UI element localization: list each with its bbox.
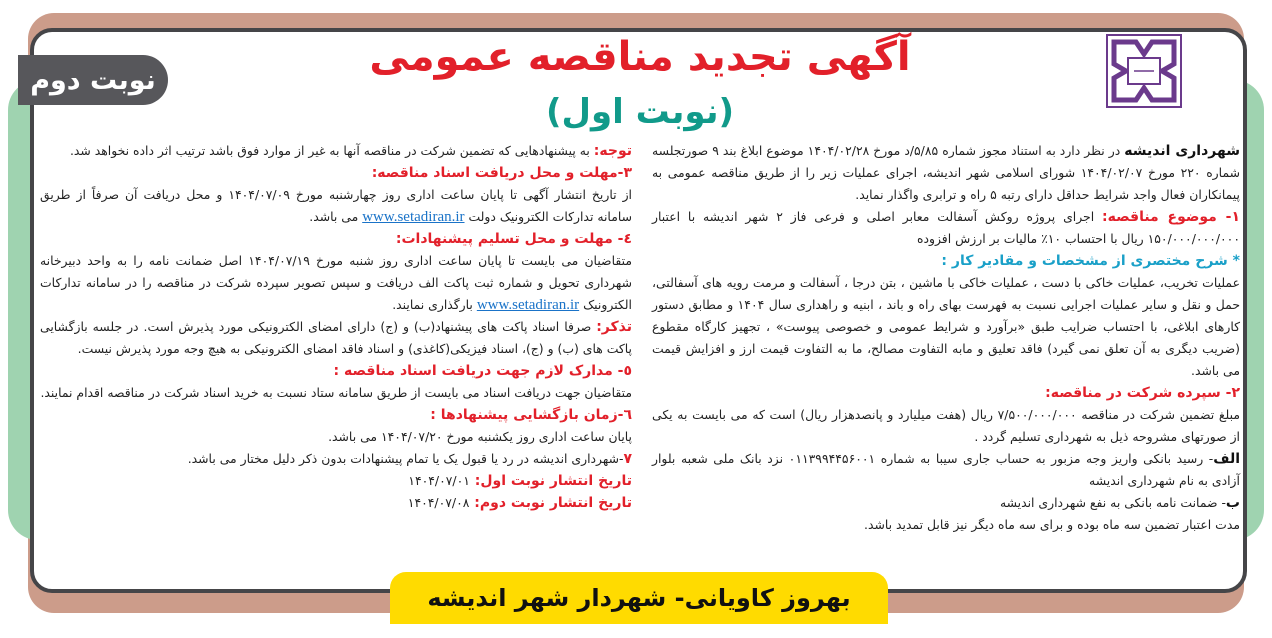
intro-lead: شهرداری اندیشه [1124,143,1240,159]
mayor-signature: بهروز کاویانی- شهردار شهر اندیشه [390,572,888,624]
ad-title: آگهی تجدید مناقصه عمومی [369,34,911,80]
pub2-label: تاریخ انتشار نوبت دوم: [469,495,632,511]
reminder-text: صرفا اسناد پاکت های پیشنهاد(ب) و (ج) دارای امضای الکترونیکی مورد پذیرش است. در جلسه بازگشایی پاکت های (ب) و (ج)، اسناد فیزیکی(کاغذی) و اسناد فاقد امضای الکترونیکی به هیچ وجه مورد پذیرش نیست. [40,319,632,356]
section-6-text: پایان ساعت اداری روز یکشنبه مورخ ۱۴۰۴/۰۷/۲۰ می باشد. [328,429,632,444]
pub1-date: ۱۴۰۴/۰۷/۰۱ [408,473,470,488]
section-2-text: مبلغ تضمین شرکت در مناقصه ۷/۵۰۰/۰۰۰/۰۰۰ ریال (هفت میلیارد و پانصدهزار ریال) است که می بایست به یکی از صورتهای مشروحه ذیل به شهرداری تسلیم گردد . [652,407,1240,444]
setadiran-link[interactable]: www.setadiran.ir [362,209,465,225]
be-text: - ضمانت نامه بانکی به نفع شهرداری اندیشه [999,495,1226,510]
be-label: ب [1225,495,1240,511]
section-1-text: اجرای پروژه روکش آسفالت معابر اصلی و فرعی فاز ۲ شهر اندیشه با اعتبار ۱۵۰/۰۰۰/۰۰۰/۰۰۰ ریال با احتساب ۱۰٪ مالیات بر ارزش افزوده [652,209,1240,246]
section-6-heading: ٦-زمان بازگشایی پیشنهادها : [430,407,632,423]
note-label: توجه: [593,143,632,159]
note-text: به پیشنهادهایی که تضمین شرکت در مناقصه آنها به غیر از موارد فوق باشد ترتیب اثر داده نخواهد شد. [69,143,594,158]
section-1-heading: ۱- موضوع مناقصه: [1102,209,1240,225]
intro-text: در نظر دارد به استناد مجوز شماره ۵/۸۵/د مورخ ۱۴۰۴/۰۲/۲۸ موضوع ابلاغ بند ۹ صورتجلسه شماره ۲۲۰ مورخ ۱۴۰۴/۰۲/۰۷ شورای اسلامی شهر اندیشه، اجرای عملیات زیر را از طریق مناقصه عمومی به پیمانکاران فعال واجد شرایط حداقل دارای رتبه ۵ راه و ترابری واگذار نماید. [652,143,1240,202]
pub2-date: ۱۴۰۴/۰۷/۰۸ [407,495,470,510]
section-7-label: ۷ [623,451,632,467]
validity-text: مدت اعتبار تضمین سه ماه بوده و برای سه ماه دیگر نیز قابل تمدید باشد. [864,517,1240,532]
reminder-label: تذکر: [596,319,632,335]
municipality-logo-icon [1106,34,1182,108]
pub1-label: تاریخ انتشار نوبت اول: [469,473,632,489]
section-5-heading: ٥- مدارک لازم جهت دریافت اسناد مناقصه : [333,363,632,379]
section-3-text-end: می باشد. [309,209,363,224]
section-7-text: -شهرداری اندیشه در رد یا قبول یک یا تمام پیشنهادات بدون ذکر دلیل مختار می باشد. [187,451,624,466]
alef-label: الف [1213,451,1241,467]
section-4-text-end: بارگذاری نمایند. [392,297,477,312]
section-5-text: متقاضیان جهت دریافت اسناد می بایست از طریق سامانه ستاد نسبت به خرید اسناد شرکت در مناقصه اقدام نمایند. [40,385,632,400]
section-3-heading: ۳-مهلت و محل دریافت اسناد مناقصه: [371,165,632,181]
right-column [652,140,1240,536]
section-3-text: از تاریخ انتشار آگهی تا پایان ساعت اداری روز چهارشنبه مورخ ۱۴۰۴/۰۷/۰۹ و محل دریافت آن صرفاً از طریق سامانه تدارکات الکترونیک دولت [40,187,632,224]
spec-text: عملیات تخریب، عملیات خاکی با دست ، عملیات خاکی با ماشین ، بتن درجا ، آسفالت و مرمت رویه های آسفالتی، حمل و نقل و سایر عملیات اجرایی نسبت به فهرست بهای راه و باند ، ابنیه و راهداری سال ۱۴۰۴ و مطابق دستور کارهای ابلاغی، با احتساب ضرایب طبق «برآورد و شرایط عمومی و خصوصی پیوست» ، تجهیز کارگاه مقطوع (ضریب دیگری به آن تعلق نمی گیرد) فاقد تعلیق و مابه التفاوت مصالح، ما به التفاوت قیمت ارز و افزایش قیمت می باشد. [652,275,1240,378]
alef-text: - رسید بانکی واریز وجه مزبور به حساب جاری سیبا به شماره ۰۱۱۳۹۹۴۴۵۶۰۰۱ نزد بانک ملی شعبه بلوار آزادی به نام شهرداری اندیشه [652,451,1240,488]
section-4-text: متقاضیان می بایست تا پایان ساعت اداری روز شنبه مورخ ۱۴۰۴/۰۷/۱۹ اصل ضمانت نامه را به واحد دبیرخانه شهرداری تحویل و شماره ثبت پاکت الف دریافت و سپس تصویر سپرده شرکت در مناقصه را در سامانه تدارکات الکترونیک [40,253,632,312]
ad-subtitle: (نوبت اول) [545,92,735,132]
section-2-heading: ۲- سپرده شرکت در مناقصه: [1045,385,1240,401]
left-column [40,140,632,514]
spec-heading: * شرح مختصری از مشخصات و مقادیر کار : [941,253,1240,269]
round-badge: نوبت دوم [18,55,168,105]
setadiran-link[interactable]: www.setadiran.ir [476,297,580,313]
section-4-heading: ٤- مهلت و محل تسلیم پیشنهادات: [395,231,632,247]
